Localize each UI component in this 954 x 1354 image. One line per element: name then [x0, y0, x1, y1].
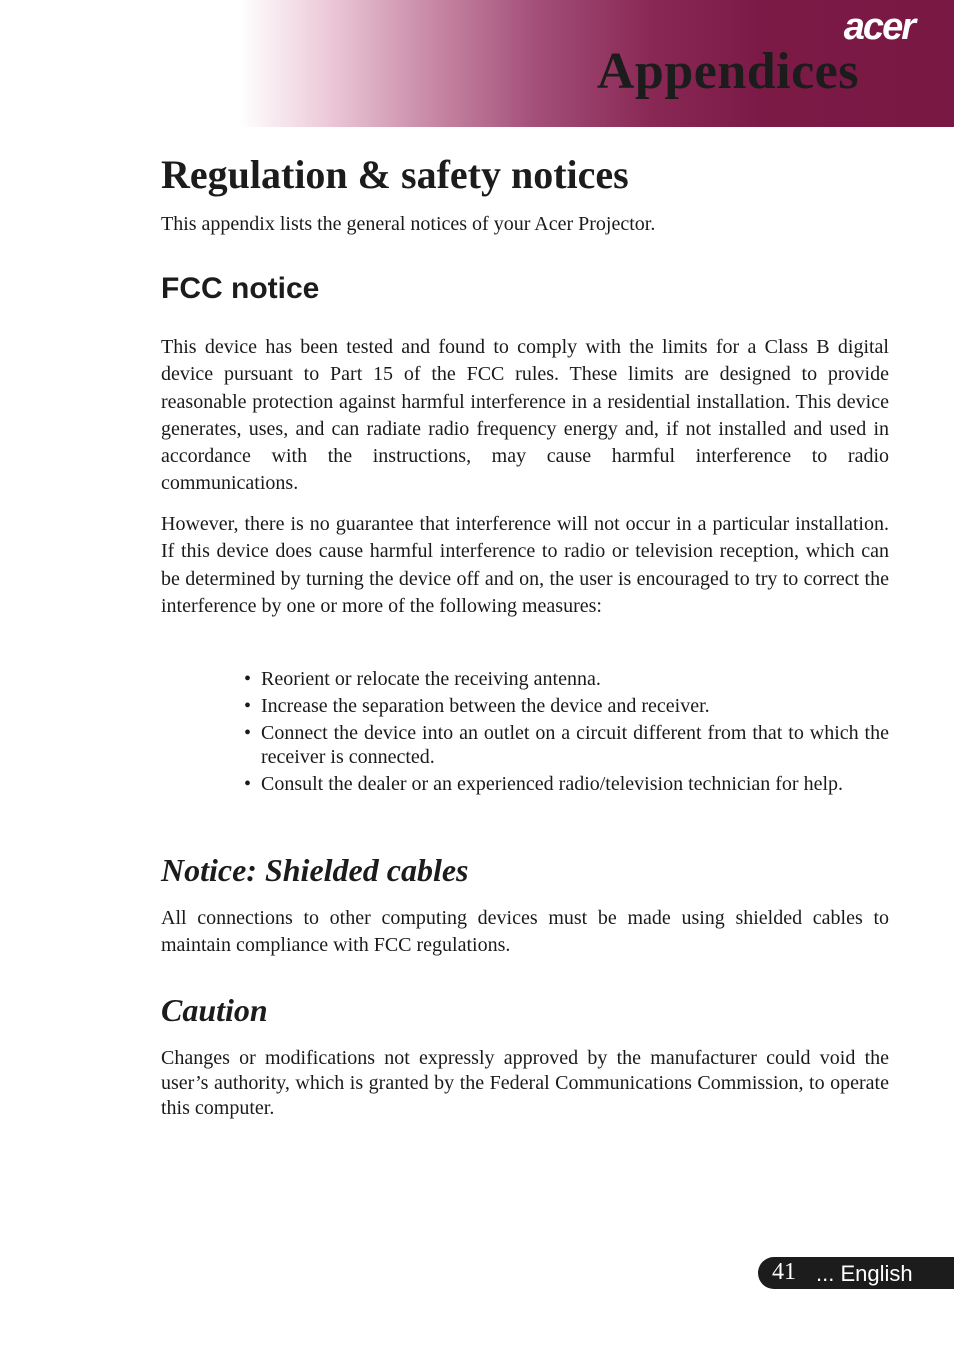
list-item: • Consult the dealer or an experienced radio/television technician for help. [244, 773, 844, 795]
measures-list [244, 667, 889, 799]
page-footer [758, 1257, 954, 1289]
bullet-icon: • [244, 773, 252, 795]
bullet-icon: • [244, 722, 252, 744]
page-title: Regulation & safety notices [161, 152, 629, 197]
fcc-paragraph-2: However, there is no guarantee that interference will not occur in a particular installation. If this device does cause harmful interference to radio or television reception, which can be determined by turning the device off and on, the user is encouraged to try to correct the interference by one or more of the following measures: [161, 513, 889, 617]
intro-text: This appendix lists the general notices of your Acer Projector. [161, 213, 656, 235]
page-number: 41 [772, 1259, 796, 1285]
bullet-icon: • [244, 668, 252, 690]
fcc-paragraph-1: This device has been tested and found to comply with the limits for a Class B digital device pursuant to Part 15 of the FCC rules. These limits are designed to provide reasonable protection against harmful interference in a residential installation. This device generates, uses, and can radiate radio frequency energy and, if not installed and used in accordance with the instructions, may cause harmful interference to radio communications. [161, 336, 889, 495]
caution-heading: Caution [161, 992, 268, 1028]
bullet-icon: • [244, 695, 252, 717]
list-item: • Connect the device into an outlet on a circuit different from that to which the receiver is connected. [244, 722, 889, 768]
chapter-title: Appendices [596, 43, 859, 100]
language-label: ... English [816, 1261, 913, 1286]
list-item: • Increase the separation between the device and receiver. [244, 695, 710, 717]
fcc-notice-heading: FCC notice [161, 272, 320, 305]
acer-logo: acer [843, 6, 914, 48]
shielded-cables-text: All connections to other computing devices must be made using shielded cables to maintain compliance with FCC regulations. [161, 907, 889, 957]
shielded-cables-heading: Notice: Shielded cables [161, 852, 469, 888]
caution-text: Changes or modifications not expressly approved by the manufacturer could void the user’s authority, which is granted by the Federal Communications Commission, to operate this computer. [161, 1047, 889, 1119]
list-item: • Reorient or relocate the receiving antenna. [244, 668, 601, 690]
header-banner [0, 0, 954, 127]
